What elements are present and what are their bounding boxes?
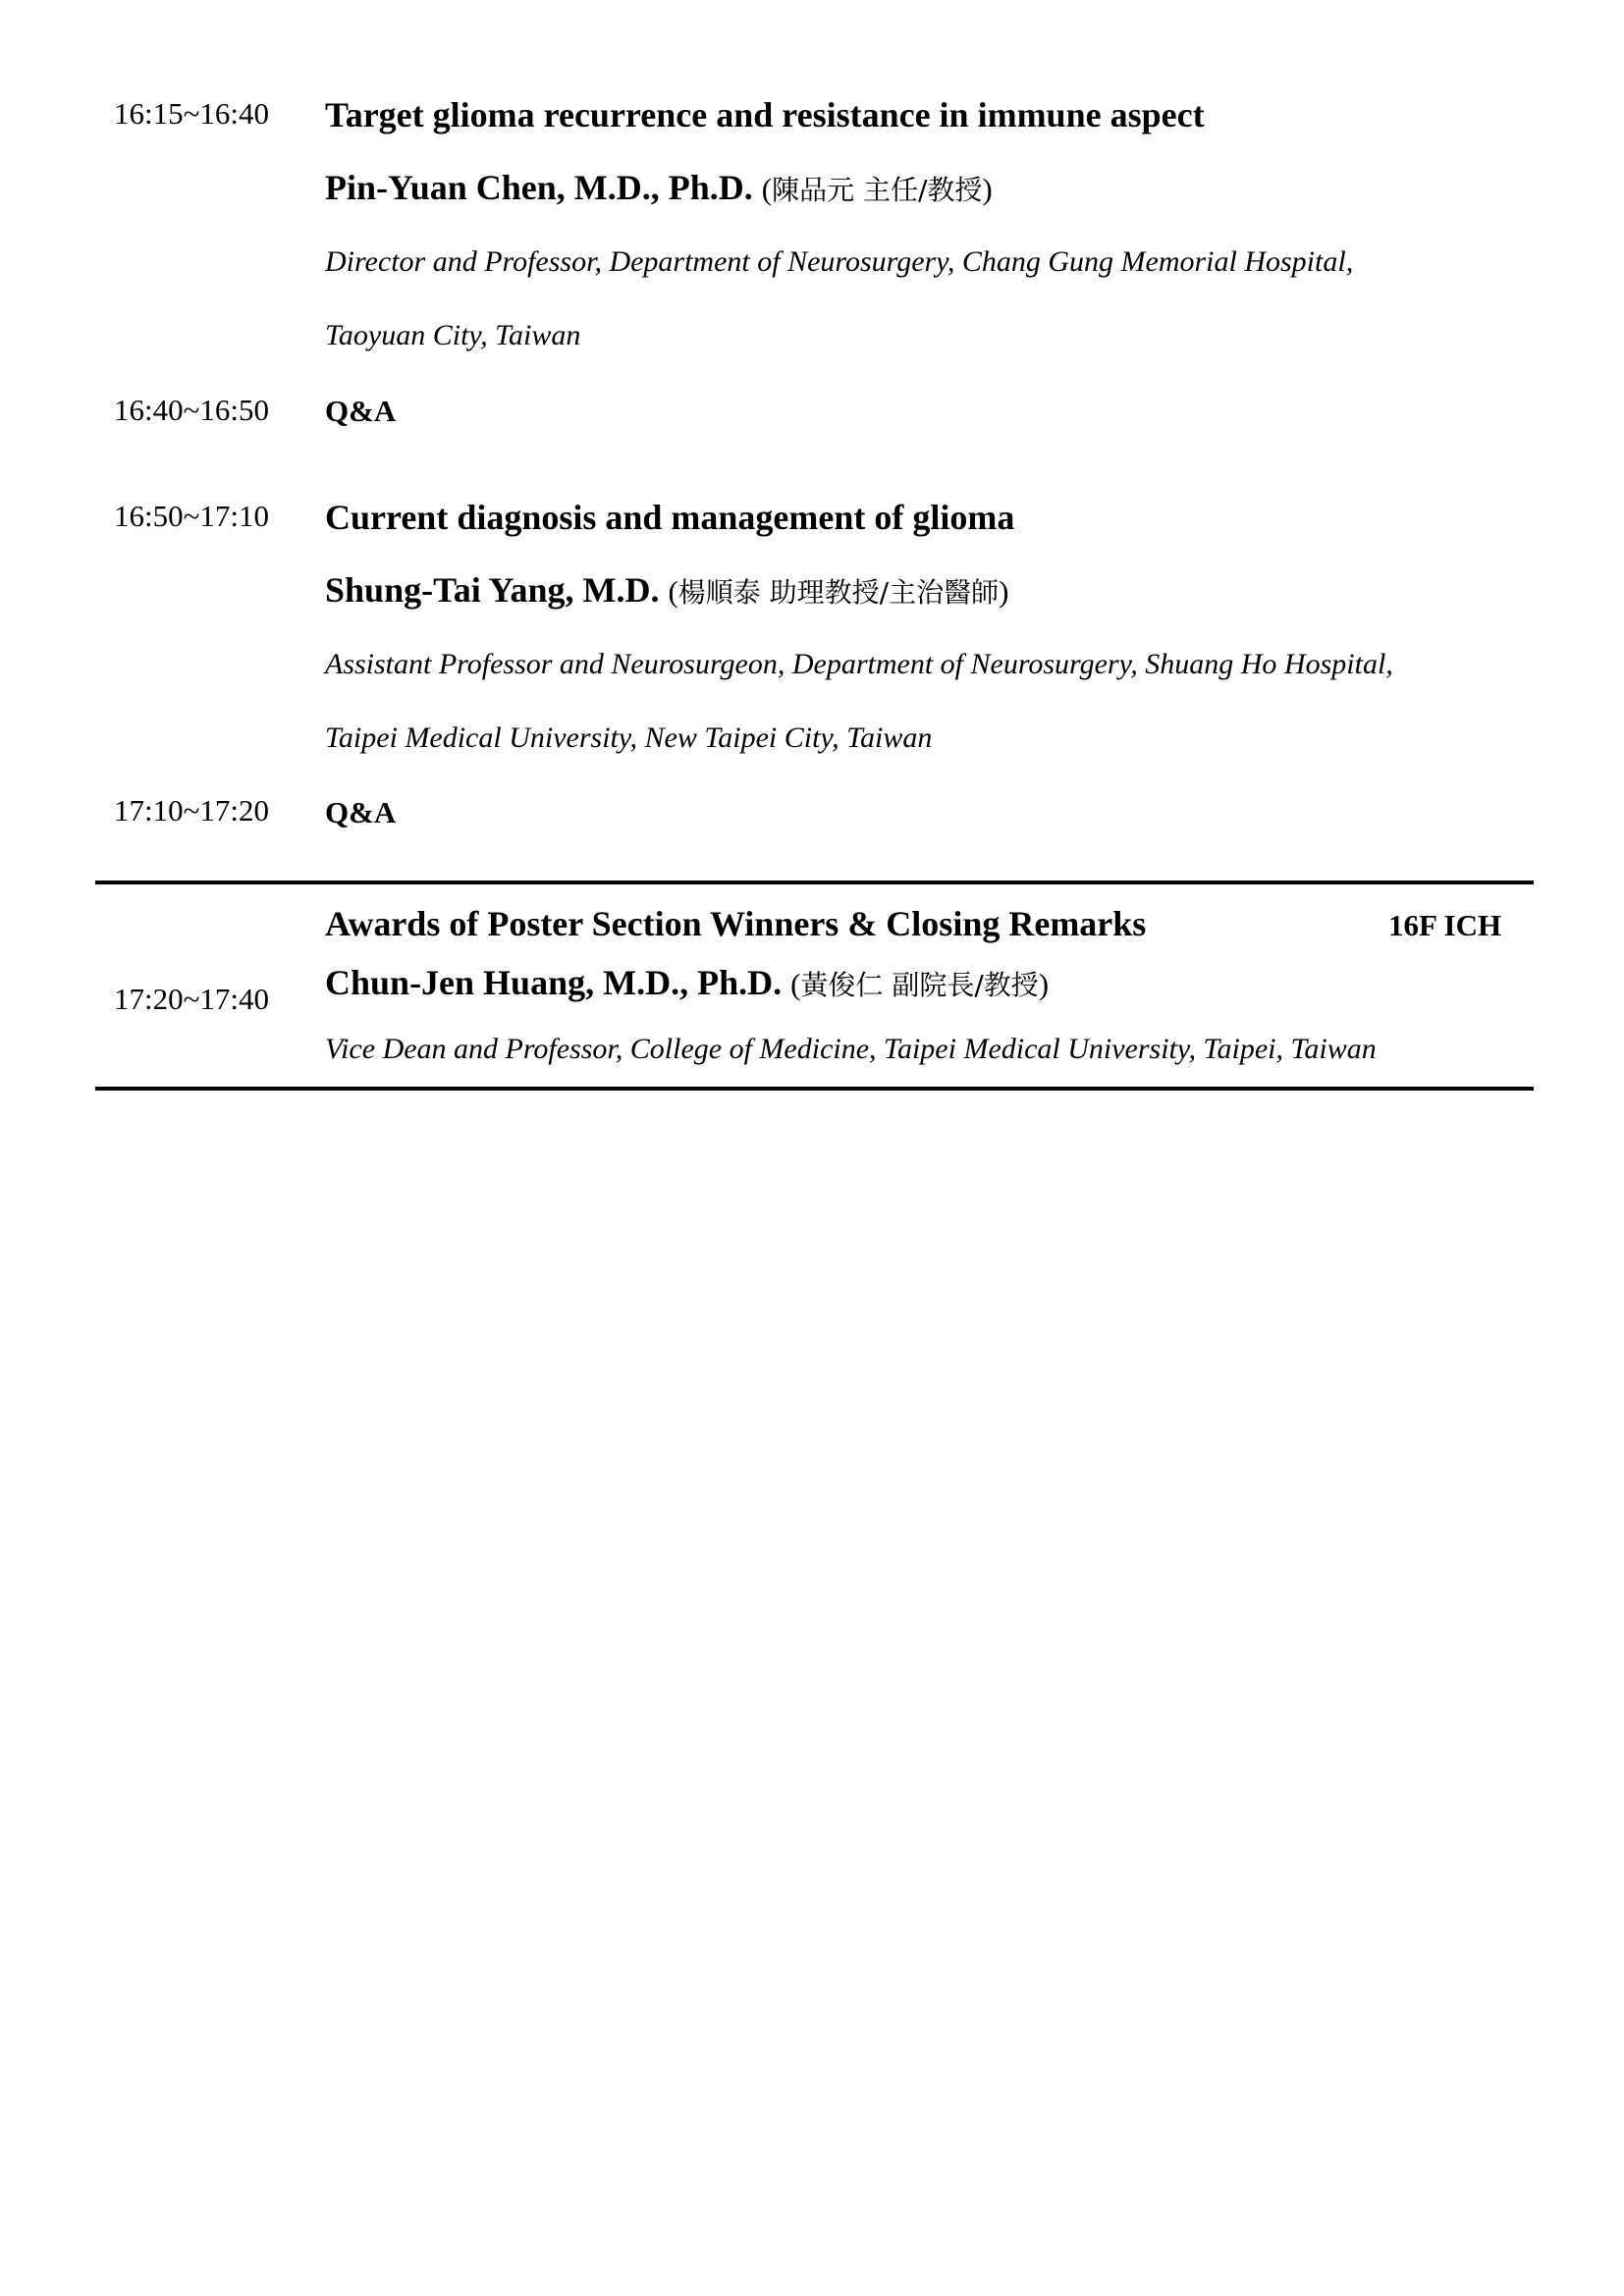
speaker-affiliation: Assistant Professor and Neurosurgeon, Department of Neurosurgery, Shuang Ho Hospital,	[325, 648, 1393, 680]
speaker-affiliation-continued: Taipei Medical University, New Taipei City, Taiwan	[325, 721, 933, 754]
session-time: 17:20~17:40	[114, 982, 269, 1016]
speaker-chinese-name: 黃俊仁 副院長/教授	[800, 969, 1039, 1001]
speaker-name: Pin-Yuan Chen, M.D., Ph.D.	[325, 168, 753, 207]
speaker-chinese-name: 陳品元 主任/教授	[772, 174, 983, 206]
session-time: 16:50~17:10	[114, 499, 269, 533]
paren-close: )	[999, 574, 1009, 609]
paren-close: )	[1038, 967, 1050, 1001]
speaker	[325, 962, 1049, 1003]
qa-label: Q&A	[325, 795, 397, 829]
qa-label: Q&A	[325, 394, 397, 428]
divider-bottom	[95, 1087, 1534, 1091]
session-time: 16:40~16:50	[114, 393, 269, 427]
session-title: Awards of Poster Section Winners & Closing Remarks	[325, 904, 1147, 943]
speaker-affiliation-continued: Taoyuan City, Taiwan	[325, 319, 581, 351]
paren-open: (	[668, 574, 678, 609]
speaker	[325, 167, 993, 208]
speaker-affiliation: Director and Professor, Department of Neurosurgery, Chang Gung Memorial Hospital,	[325, 245, 1354, 278]
speaker	[325, 569, 1008, 611]
session-title: Target glioma recurrence and resistance in immune aspect	[325, 95, 1205, 134]
speaker-name: Shung-Tai Yang, M.D.	[325, 570, 660, 610]
paren-close: )	[982, 172, 993, 206]
speaker-chinese-name: 楊順泰 助理教授/主治醫師	[677, 576, 1000, 609]
paren-open: (	[790, 967, 801, 1001]
speaker-name: Chun-Jen Huang, M.D., Ph.D.	[325, 963, 783, 1002]
divider-top	[95, 881, 1534, 884]
venue-label: 16F ICH	[1388, 908, 1502, 942]
speaker-affiliation: Vice Dean and Professor, College of Medicine, Taipei Medical University, Taipei, Taiwan	[325, 1033, 1377, 1065]
session-title: Current diagnosis and management of glioma	[325, 498, 1015, 537]
session-time: 17:10~17:20	[114, 793, 269, 828]
session-time: 16:15~16:40	[114, 96, 269, 131]
paren-open: (	[761, 172, 773, 206]
